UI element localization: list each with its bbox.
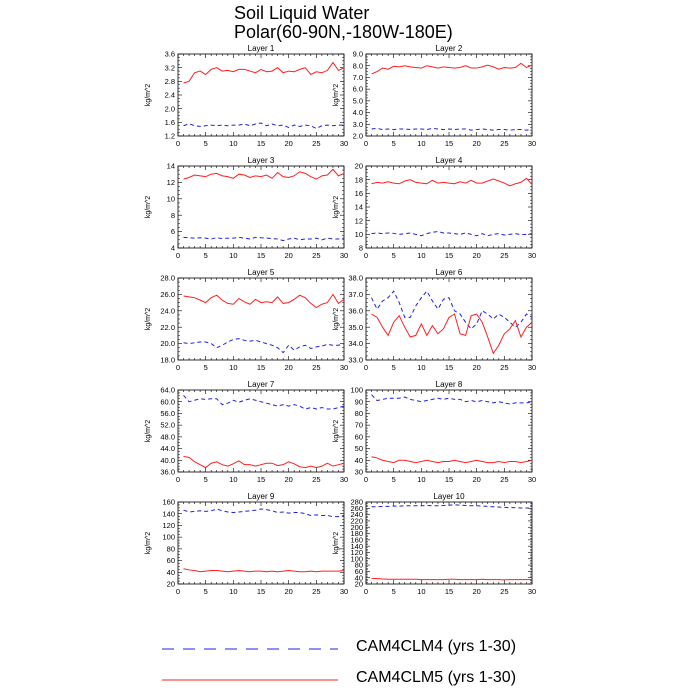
series-line-clm5 (372, 63, 532, 74)
x-tick-label: 5 (391, 251, 396, 260)
y-tick-label: 50 (354, 444, 363, 454)
y-tick-label: 24.0 (160, 306, 175, 316)
y-tick-label: 40 (166, 567, 175, 577)
y-tick-label: 180 (350, 529, 363, 539)
y-tick-label: 4.0 (352, 108, 363, 118)
x-tick-label: 10 (229, 587, 238, 596)
x-tick-label: 20 (284, 363, 293, 372)
x-tick-label: 0 (175, 251, 181, 260)
legend-label-clm4: CAM4CLM4 (yrs 1-30) (356, 638, 517, 655)
x-tick-label: 15 (444, 251, 454, 260)
x-tick-label: 20 (284, 251, 293, 260)
y-tick-label: 40 (354, 455, 363, 465)
y-tick-label: 60 (354, 432, 363, 442)
y-tick-label: 60.0 (160, 397, 175, 407)
y-tick-label: 60 (166, 556, 175, 566)
y-tick-label: 2.8 (164, 76, 175, 86)
y-tick-label: 3.2 (164, 63, 175, 73)
y-tick-label: 35.0 (348, 322, 363, 332)
y-tick-label: 36.0 (160, 467, 175, 477)
y-tick-label: 8.0 (352, 61, 363, 71)
plot-frame (366, 390, 532, 472)
y-tick-label: 80 (354, 409, 363, 419)
x-tick-label: 30 (527, 475, 537, 484)
y-tick-label: 280 (350, 497, 363, 507)
y-tick-label: 12 (354, 216, 363, 226)
x-tick-label: 10 (229, 139, 238, 148)
x-tick-label: 20 (284, 587, 293, 596)
y-tick-label: 36.0 (348, 306, 363, 316)
x-tick-label: 0 (363, 363, 369, 372)
y-axis-label: kg/m^2 (333, 307, 340, 331)
panel-title: Layer 10 (433, 492, 465, 501)
x-tick-label: 10 (229, 363, 238, 372)
y-axis-label: kg/m^2 (145, 531, 152, 555)
y-tick-label: 20.0 (160, 339, 175, 349)
x-tick-label: 25 (500, 475, 509, 484)
x-tick-label: 5 (203, 251, 208, 260)
plot-frame (178, 166, 344, 248)
y-axis-label: kg/m^2 (145, 307, 152, 331)
series-line-clm4 (184, 509, 344, 517)
plot-frame (366, 502, 532, 584)
chart-panel-6 (333, 268, 536, 372)
y-tick-label: 120 (162, 521, 175, 531)
y-tick-label: 14 (354, 202, 363, 212)
x-tick-label: 10 (417, 587, 426, 596)
y-tick-label: 10 (166, 194, 175, 204)
series-line-clm4 (184, 339, 344, 353)
x-tick-label: 0 (175, 139, 181, 148)
x-tick-label: 0 (363, 587, 369, 596)
x-tick-label: 10 (229, 475, 238, 484)
x-tick-label: 30 (339, 363, 349, 372)
y-tick-label: 6 (170, 227, 175, 237)
chart-panel-9 (145, 492, 348, 596)
series-line-clm4 (372, 505, 532, 508)
figure-title: Soil Liquid Water (234, 3, 370, 23)
series-line-clm5 (372, 178, 532, 186)
y-tick-label: 100 (350, 554, 363, 564)
y-tick-label: 5.0 (352, 96, 363, 106)
y-tick-label: 48.0 (160, 432, 175, 442)
legend-swatch-clm5 (160, 675, 340, 685)
y-tick-label: 4 (170, 243, 175, 253)
y-tick-label: 1.2 (164, 131, 175, 141)
x-tick-label: 25 (312, 363, 321, 372)
x-tick-label: 25 (500, 587, 509, 596)
series-line-clm4 (184, 123, 344, 128)
chart-panel-5 (145, 268, 348, 372)
y-tick-label: 140 (162, 509, 175, 519)
x-tick-label: 15 (444, 363, 454, 372)
series-line-clm5 (372, 578, 532, 580)
y-tick-label: 30 (354, 467, 363, 477)
x-tick-label: 0 (175, 363, 181, 372)
legend-swatch-clm4 (160, 644, 340, 654)
x-tick-label: 5 (203, 139, 208, 148)
series-line-clm4 (372, 291, 532, 329)
y-axis-label: kg/m^2 (333, 83, 340, 107)
x-tick-label: 25 (500, 363, 509, 372)
plot-frame (178, 54, 344, 136)
y-tick-label: 38.0 (348, 273, 363, 283)
y-tick-label: 7.0 (352, 73, 363, 83)
y-tick-label: 80 (354, 560, 363, 570)
x-tick-label: 30 (527, 251, 537, 260)
y-tick-label: 2.0 (352, 131, 363, 141)
y-tick-label: 80 (166, 544, 175, 554)
y-tick-label: 12 (166, 178, 175, 187)
x-tick-label: 25 (312, 587, 321, 596)
x-tick-label: 10 (229, 251, 238, 260)
panel-title: Layer 4 (435, 156, 463, 165)
x-tick-label: 15 (444, 587, 454, 596)
x-tick-label: 5 (391, 475, 396, 484)
panel-title: Layer 7 (247, 380, 275, 389)
y-tick-label: 34.0 (348, 339, 363, 349)
legend-label-clm5: CAM4CLM5 (yrs 1-30) (356, 669, 517, 686)
x-tick-label: 0 (175, 475, 181, 484)
panel-title: Layer 6 (435, 268, 463, 277)
x-tick-label: 15 (444, 475, 454, 484)
panel-title: Layer 5 (247, 268, 275, 277)
x-tick-label: 20 (472, 475, 481, 484)
panel-title: Layer 8 (435, 380, 463, 389)
y-tick-label: 60 (354, 566, 363, 576)
y-tick-label: 10 (354, 229, 363, 239)
x-tick-label: 0 (363, 139, 369, 148)
y-tick-label: 9.0 (352, 49, 363, 59)
y-tick-label: 33.0 (348, 355, 363, 365)
series-line-clm5 (184, 569, 344, 572)
x-tick-label: 15 (256, 475, 266, 484)
y-tick-label: 100 (350, 385, 363, 395)
y-tick-label: 18.0 (160, 355, 175, 365)
y-tick-label: 40 (354, 573, 363, 583)
y-tick-label: 52.0 (160, 420, 175, 430)
x-tick-label: 30 (527, 587, 537, 596)
x-tick-label: 30 (339, 475, 349, 484)
chart-panel-2 (333, 44, 536, 148)
series-line-clm5 (184, 63, 344, 84)
y-tick-label: 18 (354, 175, 363, 185)
series-line-clm4 (372, 232, 532, 236)
x-tick-label: 5 (391, 587, 396, 596)
x-tick-label: 20 (472, 363, 481, 372)
chart-panel-1 (145, 44, 348, 148)
x-tick-label: 5 (203, 587, 208, 596)
y-tick-label: 3.6 (164, 49, 175, 59)
chart-panel-8 (333, 380, 536, 484)
series-line-clm5 (184, 294, 344, 307)
x-tick-label: 5 (391, 363, 396, 372)
chart-panel-3 (145, 156, 348, 260)
x-tick-label: 30 (339, 587, 349, 596)
x-tick-label: 20 (472, 587, 481, 596)
x-tick-label: 25 (312, 139, 321, 148)
y-axis-label: kg/m^2 (333, 419, 340, 443)
x-tick-label: 20 (284, 475, 293, 484)
y-axis-label: kg/m^2 (145, 419, 152, 443)
plot-frame (366, 54, 532, 136)
y-tick-label: 56.0 (160, 409, 175, 419)
chart-panel-4 (333, 156, 536, 260)
y-tick-label: 20 (354, 579, 363, 589)
panel-title: Layer 2 (435, 44, 463, 53)
x-tick-label: 30 (339, 139, 349, 148)
x-tick-label: 30 (527, 363, 537, 372)
y-axis-label: kg/m^2 (333, 531, 340, 555)
y-tick-label: 260 (350, 503, 363, 513)
series-line-clm5 (184, 456, 344, 467)
y-tick-label: 22.0 (160, 322, 175, 332)
x-tick-label: 15 (256, 251, 266, 260)
panel-title: Layer 9 (247, 492, 275, 501)
x-tick-label: 20 (284, 139, 293, 148)
series-line-clm5 (184, 169, 344, 179)
x-tick-label: 0 (363, 251, 369, 260)
y-tick-label: 6.0 (352, 84, 363, 94)
figure-subtitle: Polar(60-90N,-180W-180E) (234, 22, 453, 42)
y-tick-label: 140 (350, 541, 363, 551)
y-tick-label: 160 (350, 535, 363, 545)
series-line-clm4 (184, 395, 344, 409)
x-tick-label: 5 (203, 363, 208, 372)
x-tick-label: 0 (363, 475, 369, 484)
plot-frame (366, 166, 532, 248)
x-tick-label: 25 (312, 475, 321, 484)
y-tick-label: 220 (350, 516, 363, 526)
x-tick-label: 15 (256, 363, 266, 372)
panel-title: Layer 1 (247, 44, 275, 53)
x-tick-label: 25 (500, 251, 509, 260)
series-line-clm4 (184, 237, 344, 240)
chart-panel-10 (333, 492, 536, 596)
x-tick-label: 10 (417, 251, 426, 260)
y-tick-label: 37.0 (348, 290, 363, 299)
x-tick-label: 10 (417, 139, 426, 148)
y-tick-label: 20 (354, 161, 363, 171)
y-tick-label: 26.0 (160, 290, 175, 299)
y-tick-label: 20 (166, 579, 175, 589)
series-line-clm5 (372, 457, 532, 463)
x-tick-label: 15 (444, 139, 454, 148)
y-tick-label: 3.0 (352, 119, 363, 129)
y-tick-label: 120 (350, 548, 363, 558)
y-tick-label: 70 (354, 420, 363, 430)
x-tick-label: 25 (312, 251, 321, 260)
x-tick-label: 5 (203, 475, 208, 484)
series-line-clm4 (372, 395, 532, 404)
y-tick-label: 16 (354, 188, 363, 198)
y-tick-label: 14 (166, 161, 175, 171)
y-axis-label: kg/m^2 (145, 195, 152, 219)
y-tick-label: 64.0 (160, 385, 175, 395)
y-tick-label: 44.0 (160, 444, 175, 454)
x-tick-label: 10 (417, 475, 426, 484)
y-tick-label: 8 (358, 243, 363, 253)
y-tick-label: 200 (350, 522, 363, 532)
y-tick-label: 1.6 (164, 117, 175, 127)
plot-frame (178, 278, 344, 360)
y-tick-label: 100 (162, 532, 175, 542)
x-tick-label: 5 (391, 139, 396, 148)
x-tick-label: 0 (175, 587, 181, 596)
y-axis-label: kg/m^2 (333, 195, 340, 219)
x-tick-label: 25 (500, 139, 509, 148)
x-tick-label: 30 (339, 251, 349, 260)
x-tick-label: 10 (417, 363, 426, 372)
x-tick-label: 15 (256, 139, 266, 148)
y-tick-label: 40.0 (160, 455, 175, 465)
y-tick-label: 90 (354, 397, 363, 407)
y-tick-label: 240 (350, 510, 363, 520)
chart-panel-7 (145, 380, 348, 484)
x-tick-label: 20 (472, 139, 481, 148)
plot-frame (178, 390, 344, 472)
plot-frame (366, 278, 532, 360)
y-tick-label: 8 (170, 210, 175, 220)
x-tick-label: 30 (527, 139, 537, 148)
y-axis-label: kg/m^2 (145, 83, 152, 107)
panel-title: Layer 3 (247, 156, 275, 165)
y-tick-label: 2.4 (164, 90, 175, 100)
y-tick-label: 160 (162, 497, 175, 507)
x-tick-label: 15 (256, 587, 266, 596)
series-line-clm4 (372, 128, 532, 130)
y-tick-label: 28.0 (160, 273, 175, 283)
y-tick-label: 2.0 (164, 104, 175, 114)
x-tick-label: 20 (472, 251, 481, 260)
